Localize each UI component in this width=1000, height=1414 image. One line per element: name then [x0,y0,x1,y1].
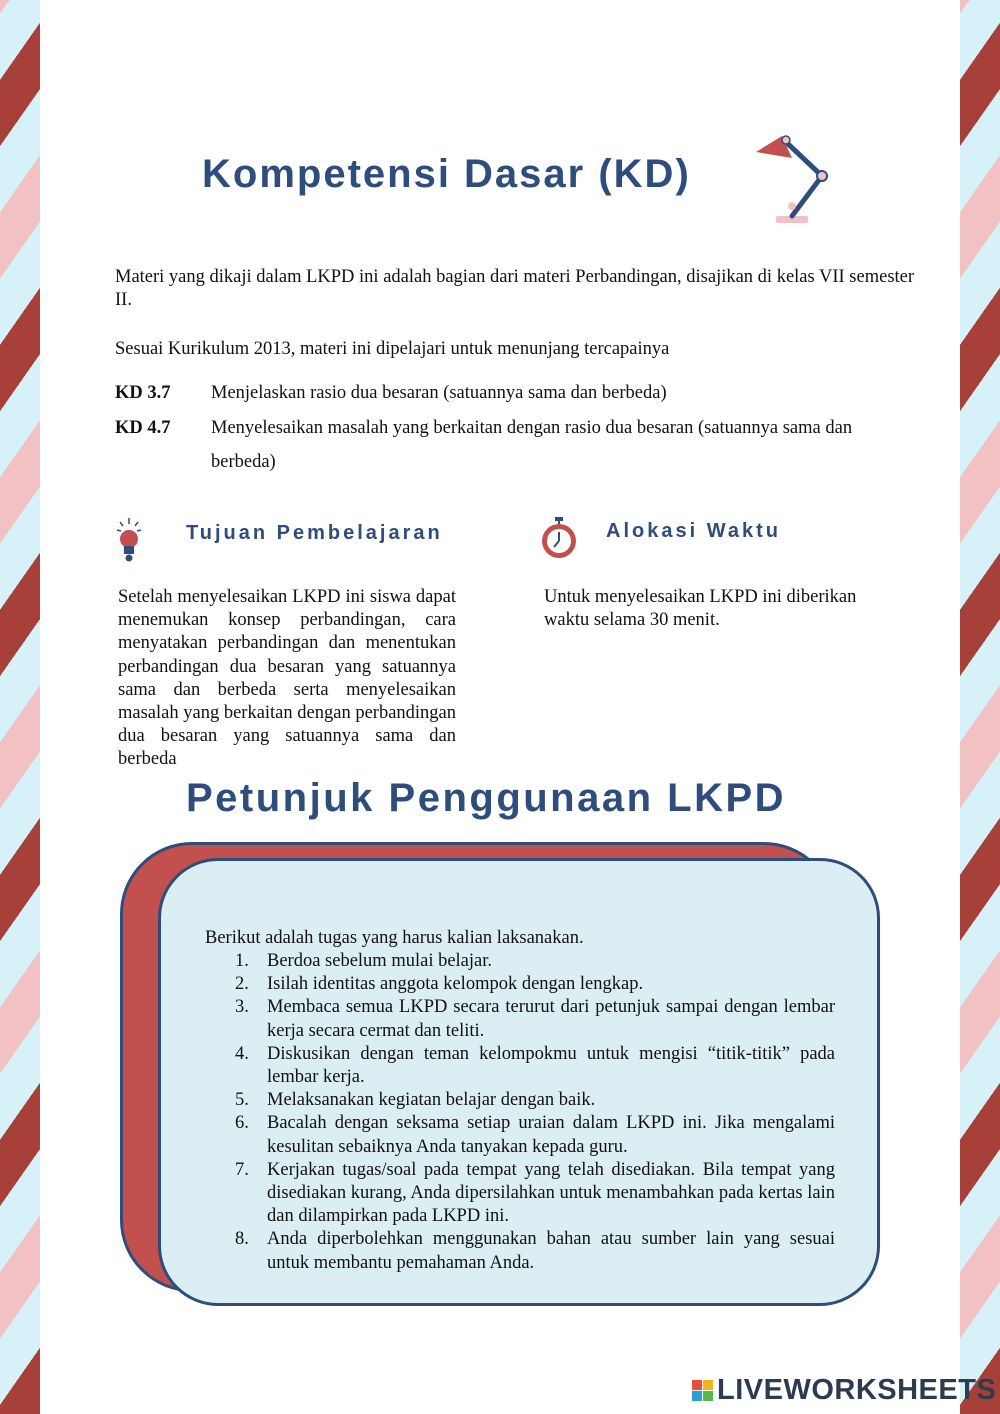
list-item [205,1228,835,1274]
page-title: Kompetensi Dasar (KD) [202,152,691,196]
list-number: 4. [235,1043,249,1064]
list-text: Isilah identitas anggota kelompok dengan lengkap. [267,974,644,995]
petunjuk-heading: Petunjuk Penggunaan LKPD [186,776,787,820]
kd-text: Menjelaskan rasio dua besaran (satuannya sama dan berbeda) [211,383,667,403]
list-item [205,1112,835,1158]
list-text: Kerjakan tugas/soal pada tempat yang telah disediakan. Bila tempat yang disediakan kurang, Anda dipersilahkan untuk menambahkan pada kertas lain dan dilampirkan pada LKPD ini. [267,1159,835,1227]
decorative-stripe-right [960,0,1000,1414]
list-number: 3. [235,997,249,1018]
list-number: 6. [235,1113,249,1134]
list-number: 2. [235,974,249,995]
desk-lamp-icon [752,128,832,226]
list-item [205,1043,835,1089]
list-item [205,973,835,996]
kd-code: KD 4.7 [115,418,171,438]
liveworksheets-logo[interactable] [692,1374,996,1407]
alokasi-heading: Alokasi Waktu [606,520,781,542]
stopwatch-icon [540,516,578,560]
list-number: 5. [235,1090,249,1111]
intro-paragraph-2: Sesuai Kurikulum 2013, materi ini dipelajari untuk menunjang tercapainya [115,339,670,359]
list-text: Anda diperbolehkan menggunakan bahan atau sumber lain yang sesuai untuk membantu pemahaman Anda. [267,1229,835,1273]
list-text: Bacalah dengan seksama setiap uraian dalam LKPD ini. Jika mengalami kesulitan sebaiknya Anda tanyakan kepada guru. [267,1113,835,1157]
list-item [205,996,835,1042]
instructions-card [158,858,880,1306]
list-number: 7. [235,1159,249,1180]
list-text: Berdoa sebelum mulai belajar. [267,951,493,971]
tujuan-heading: Tujuan Pembelajaran [186,522,443,544]
list-item [205,950,835,973]
lightbulb-icon [114,516,144,564]
list-number: 8. [235,1229,249,1250]
decorative-stripe-left [0,0,40,1414]
list-text: Melaksanakan kegiatan belajar dengan baik. [267,1090,596,1111]
alokasi-text: Untuk menyelesaikan LKPD ini diberikan waktu selama 30 menit. [544,587,857,631]
list-number: 1. [235,951,249,971]
list-text: Diskusikan dengan teman kelompokmu untuk mengisi “titik-titik” pada lembar kerja. [267,1043,835,1088]
list-item [205,1089,835,1112]
tujuan-text: Setelah menyelesaikan LKPD ini siswa dapat menemukan konsep perbandingan, cara menyatakan perbandingan dan menentukan perbandingan dua besaran yang satuannya sama dan berbeda serta menyelesaikan masalah yang berkaitan dengan perbandingan dua besaran yang satuannya sama dan berbeda [118,587,457,770]
kd-code: KD 3.7 [115,383,171,403]
instructions-list [205,950,835,1275]
list-text: Membaca semua LKPD secara terurut dari petunjuk sampai dengan lembar kerja secara cermat dan teliti. [267,997,835,1041]
kd-text: Menyelesaikan masalah yang berkaitan dengan rasio dua besaran (satuannya sama dan berbeda) [211,418,853,472]
list-item [205,1159,835,1229]
liveworksheets-text: LIVEWORKSHEETS [717,1374,997,1406]
instructions-intro: Berikut adalah tugas yang harus kalian laksanakan. [205,928,584,948]
intro-paragraph-1: Materi yang dikaji dalam LKPD ini adalah bagian dari materi Perbandingan, disajikan di kelas VII semester II. [115,267,915,310]
liveworksheets-icon [692,1380,713,1401]
